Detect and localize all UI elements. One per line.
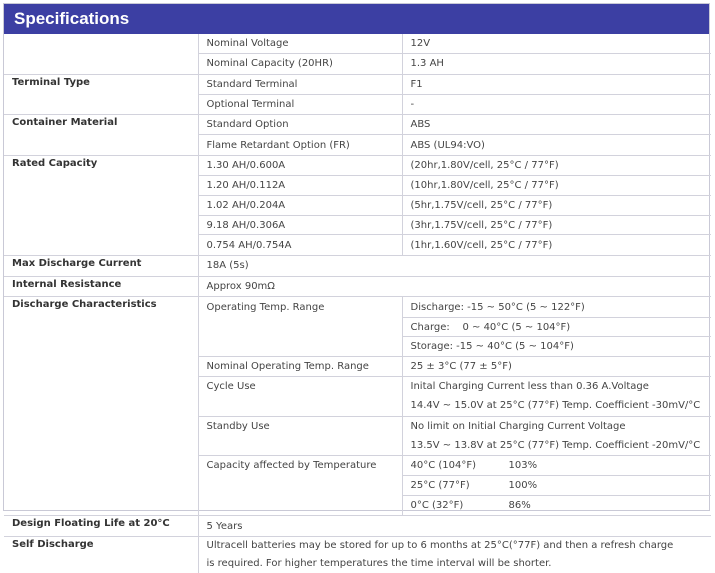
row-value: Discharge: -15 ~ 50°C (5 ~ 122°F) (402, 297, 711, 317)
row-value: 14.4V ~ 15.0V at 25°C (77°F) Temp. Coefficient -30mV/°C (402, 396, 711, 416)
table-row (4, 215, 711, 235)
temp-percent: 103% (508, 460, 538, 472)
section-label: Container Material (12, 117, 118, 129)
temp-value: 25°C (77°F) (410, 479, 470, 491)
row-value: 1.3 AH (402, 54, 711, 74)
row-value: 18A (5s) (198, 255, 711, 276)
section-label: Terminal Type (12, 76, 90, 88)
table-row (4, 357, 711, 377)
spec-sheet (3, 3, 710, 569)
section-label: Rated Capacity (12, 157, 98, 169)
table-row (4, 34, 711, 54)
capacity-condition: (1hr,1.60V/cell, 25°C / 77°F) (402, 235, 711, 255)
row-label: Standby Use (198, 416, 402, 436)
section-label: Max Discharge Current (4, 255, 198, 276)
section-label (4, 135, 198, 155)
table-row (4, 476, 711, 496)
capacity-condition: (20hr,1.80V/cell, 25°C / 77°F) (402, 155, 711, 175)
row-label: Nominal Capacity (20HR) (198, 54, 402, 74)
capacity-value: 1.30 AH/0.600A (198, 155, 402, 175)
row-value: - (402, 94, 711, 114)
temp-row (402, 476, 711, 496)
temp-percent: 86% (508, 499, 531, 511)
row-value: 5 Years (198, 516, 711, 537)
capacity-value: 1.20 AH/0.112A (198, 176, 402, 196)
section-label (4, 34, 198, 54)
table-row (4, 255, 711, 276)
table-row (4, 276, 711, 297)
row-value: Inital Charging Current less than 0.36 A.Voltage (402, 377, 711, 397)
capacity-condition: (10hr,1.80V/cell, 25°C / 77°F) (402, 176, 711, 196)
table-row (4, 337, 711, 357)
section-label: Self Discharge (12, 538, 94, 550)
table-row (4, 235, 711, 255)
table-row (4, 54, 711, 74)
self-discharge-text: Ultracell batteries may be stored for up to 6 months at 25°C(°77F) and then a refresh charge is required. For higher temperatures the time interval will be shorter. (198, 536, 711, 572)
table-row (4, 135, 711, 155)
table-row (4, 155, 711, 175)
table-row (4, 94, 711, 114)
row-value: Charge: 0 ~ 40°C (5 ~ 104°F) (402, 317, 711, 337)
row-value: No limit on Initial Charging Current Voltage (402, 416, 711, 436)
table-row (4, 536, 711, 572)
row-label: Nominal Operating Temp. Range (198, 357, 402, 377)
table-row (4, 176, 711, 196)
table-row (4, 456, 711, 476)
row-label: Standard Terminal (198, 74, 402, 94)
table-row (4, 195, 711, 215)
section-label: Design Floating Life at 20°C (4, 516, 198, 537)
table-row (4, 436, 711, 456)
temp-row (402, 495, 711, 515)
temp-value: 40°C (104°F) (410, 460, 477, 472)
row-value: ABS (UL94:VO) (402, 135, 711, 155)
capacity-value: 0.754 AH/0.754A (198, 235, 402, 255)
row-value: 13.5V ~ 13.8V at 25°C (77°F) Temp. Coefficient -20mV/°C (402, 436, 711, 456)
temp-percent: 100% (508, 479, 538, 491)
spec-title: Specifications (4, 4, 709, 34)
capacity-condition: (3hr,1.75V/cell, 25°C / 77°F) (402, 215, 711, 235)
row-label: Standard Option (198, 115, 402, 135)
table-row (4, 416, 711, 436)
section-label (4, 54, 198, 74)
section-label: Internal Resistance (4, 276, 198, 297)
capacity-condition: (5hr,1.75V/cell, 25°C / 77°F) (402, 195, 711, 215)
capacity-value: 1.02 AH/0.204A (198, 195, 402, 215)
table-row (4, 74, 711, 94)
temp-value: 0°C (32°F) (410, 499, 464, 511)
row-value: Approx 90mΩ (198, 276, 711, 297)
row-value: ABS (402, 115, 711, 135)
section-label (4, 94, 198, 114)
row-value: 25 ± 3°C (77 ± 5°F) (402, 357, 711, 377)
row-label: Nominal Voltage (198, 34, 402, 54)
spec-table (4, 34, 711, 573)
table-row (4, 516, 711, 537)
capacity-value: 9.18 AH/0.306A (198, 215, 402, 235)
table-row (4, 377, 711, 397)
row-value: Storage: -15 ~ 40°C (5 ~ 104°F) (402, 337, 711, 357)
row-value: F1 (402, 74, 711, 94)
row-value: 12V (402, 34, 711, 54)
row-label: Cycle Use (198, 377, 402, 397)
table-row (4, 115, 711, 135)
table-row (4, 495, 711, 515)
row-label: Optional Terminal (198, 94, 402, 114)
row-label: Flame Retardant Option (FR) (198, 135, 402, 155)
row-label: Capacity affected by Temperature (198, 456, 402, 476)
section-label: Discharge Characteristics (12, 299, 157, 311)
table-row (4, 297, 711, 317)
table-row (4, 396, 711, 416)
table-row (4, 317, 711, 337)
row-label: Operating Temp. Range (198, 297, 402, 317)
temp-row (402, 456, 711, 476)
